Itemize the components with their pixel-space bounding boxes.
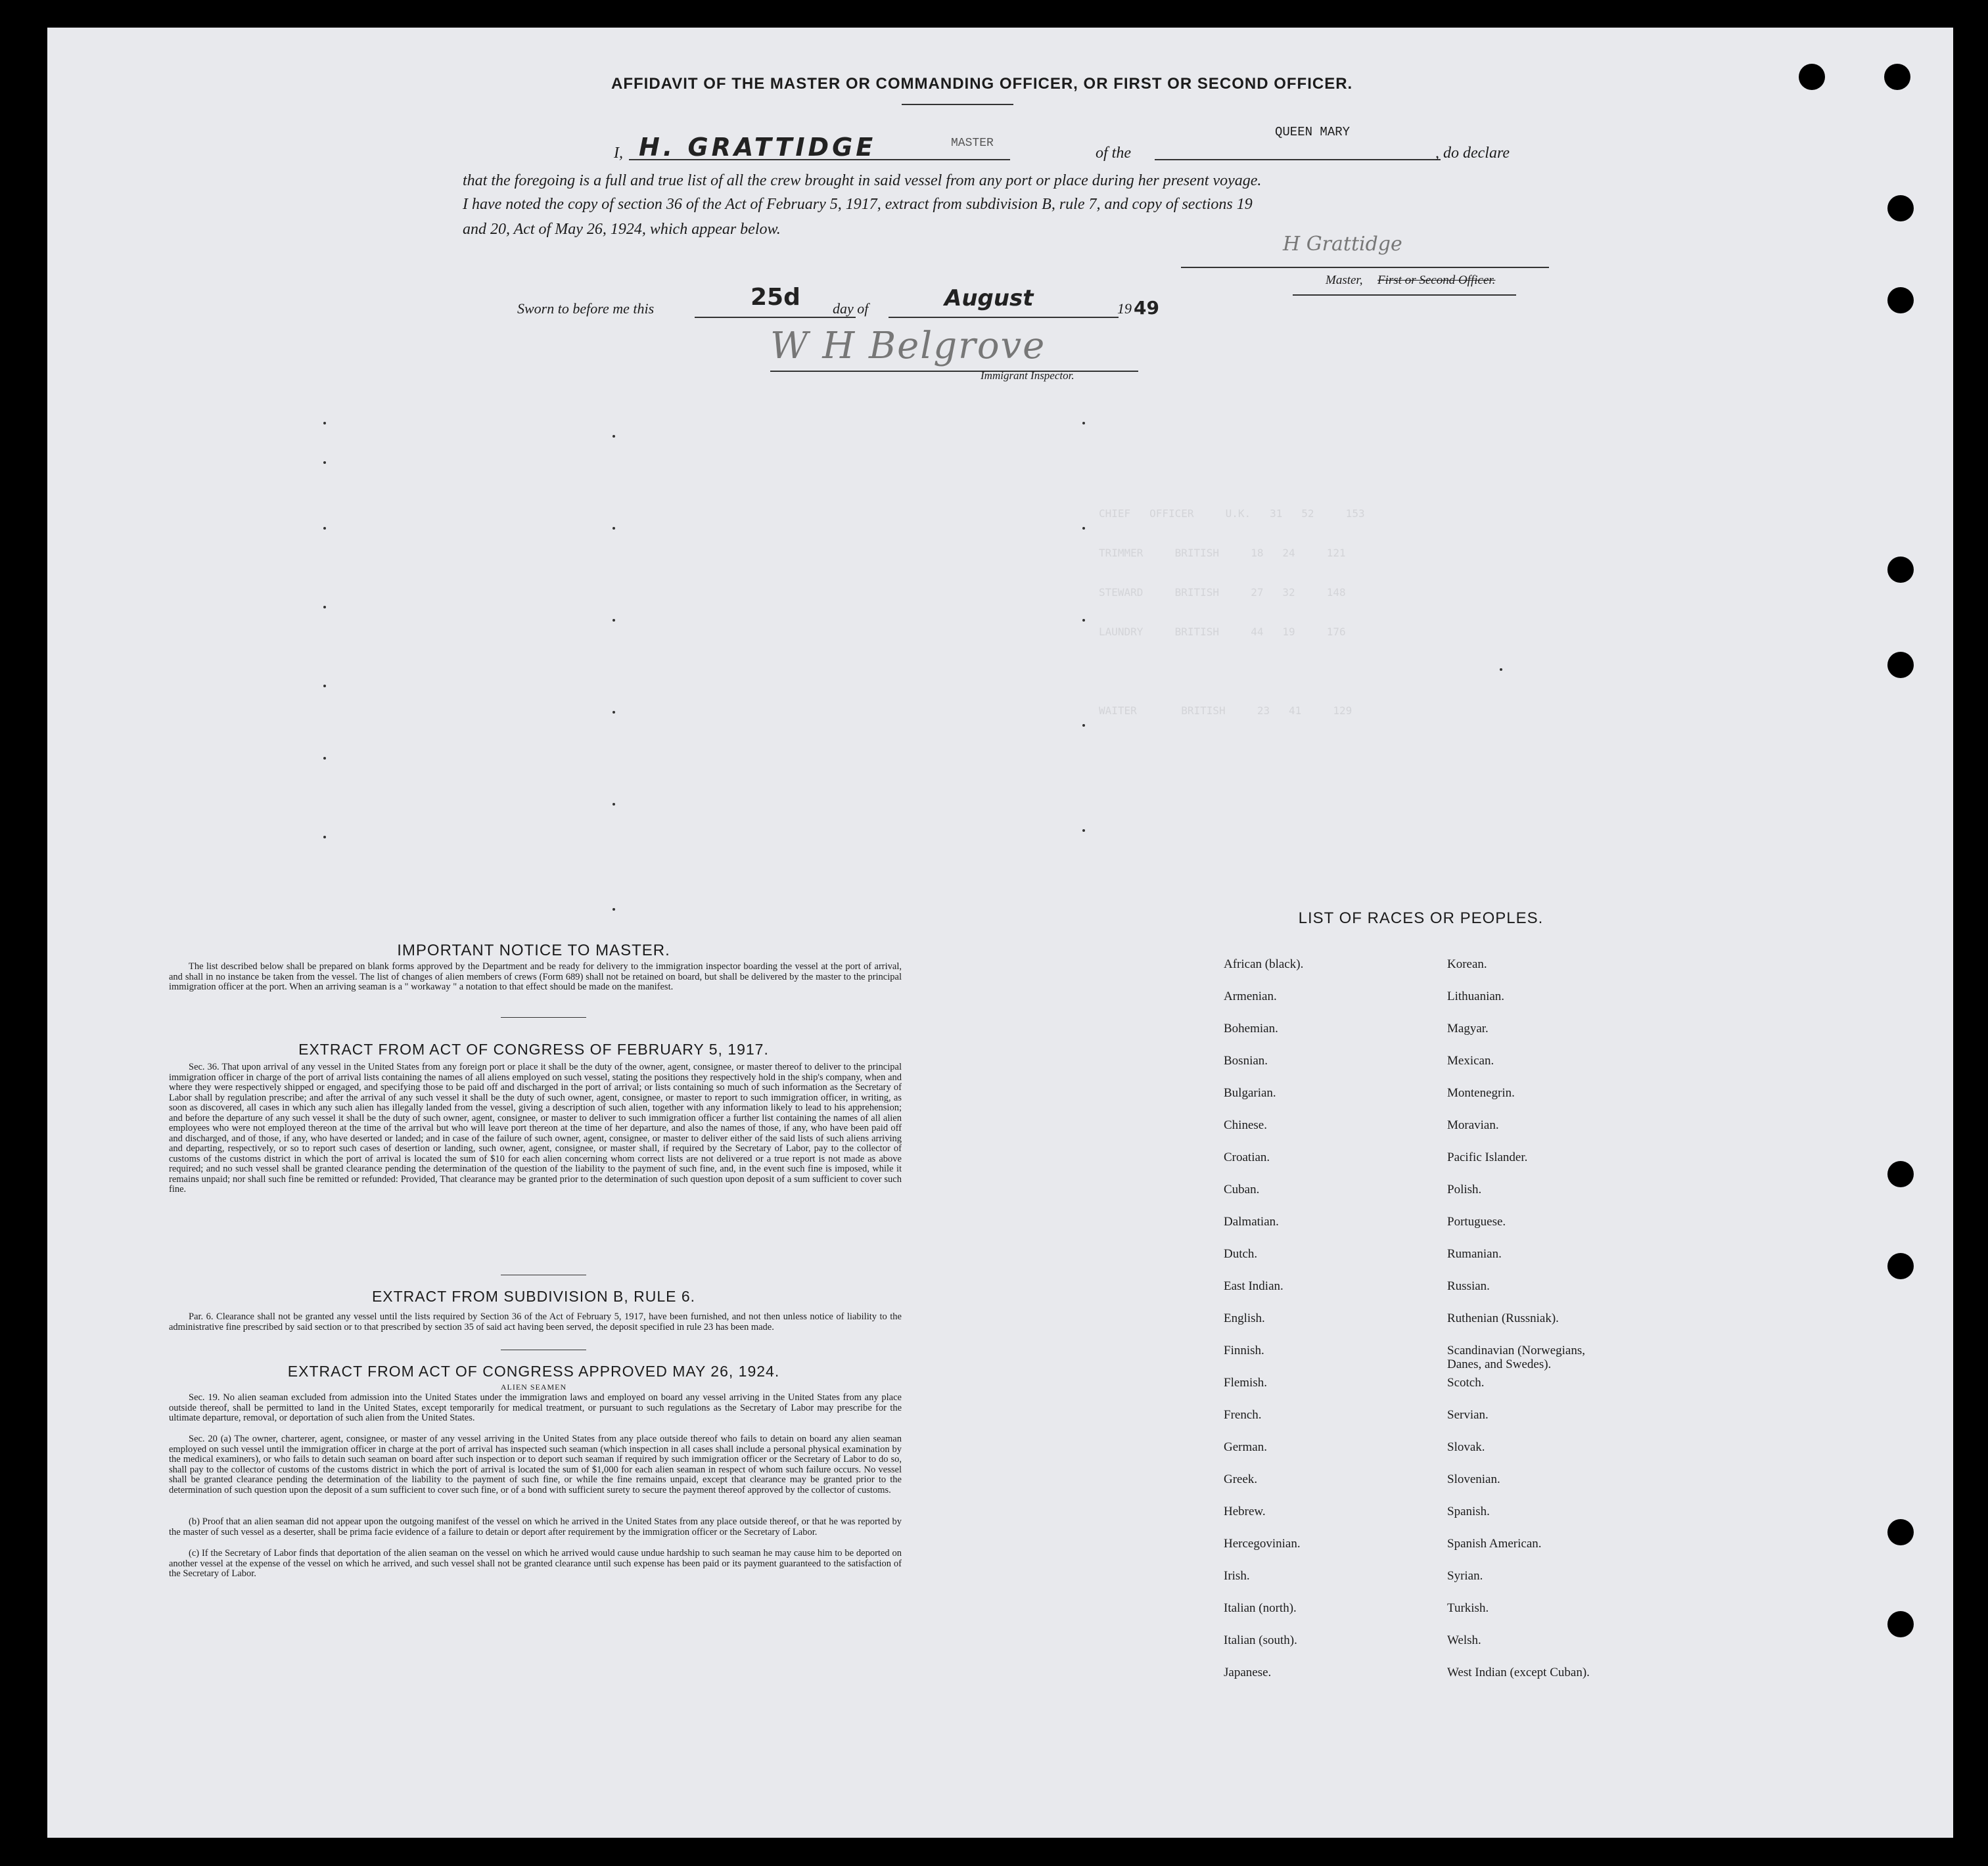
- bleed-through-1: CHIEF OFFICER U.K. 31 52 153: [1099, 507, 1365, 520]
- punch-hole: [1887, 1611, 1914, 1637]
- extract-1917-title: EXTRACT FROM ACT OF CONGRESS OF FEBRUARY 5, 1917.: [298, 1041, 769, 1058]
- race-item: Italian (south).: [1224, 1633, 1297, 1647]
- race-item: East Indian.: [1224, 1279, 1283, 1293]
- do-declare: , do declare: [1435, 145, 1510, 162]
- name-line: [629, 159, 1010, 160]
- race-item: Slovenian.: [1447, 1472, 1500, 1486]
- race-item: Moravian.: [1447, 1118, 1499, 1132]
- race-item: Irish.: [1224, 1569, 1250, 1583]
- month-line: [889, 317, 1119, 318]
- inspector-label: Immigrant Inspector.: [981, 369, 1075, 382]
- punch-hole: [1799, 64, 1825, 90]
- punch-hole: [1887, 652, 1914, 678]
- mark-dot: [1082, 724, 1085, 727]
- master-name: H. GRATTIDGE: [639, 133, 877, 162]
- bleed-through-5: WAITER BRITISH 23 41 129: [1099, 704, 1352, 717]
- divider-1: [501, 1017, 586, 1018]
- race-item: Armenian.: [1224, 990, 1277, 1003]
- race-item: Scotch.: [1447, 1376, 1485, 1390]
- race-item: Japanese.: [1224, 1666, 1272, 1679]
- notice-body: The list described below shall be prepared on blank forms approved by the Department and be ready for delivery to the immigration inspector boarding the vessel at the port of arrival, and shall in no instance be taken from the vessel. The list of changes of alien members of crews (Form 689) shall not be retained on board, but shall be delivered by the master to the principal immigration officer at the port. When an arriving seaman is a " workaway " a notation to that effect should be made on the manifest.: [169, 961, 902, 992]
- mark-dot: [1082, 829, 1085, 832]
- race-item: Dalmatian.: [1224, 1215, 1279, 1229]
- race-item: Croatian.: [1224, 1150, 1270, 1164]
- of-the-label: of the: [1096, 145, 1131, 162]
- race-item: Montenegrin.: [1447, 1086, 1515, 1100]
- races-title: LIST OF RACES OR PEOPLES.: [1298, 909, 1544, 927]
- affidavit-line4: and 20, Act of May 26, 1924, which appear below.: [463, 221, 781, 238]
- punch-hole: [1887, 557, 1914, 583]
- race-item: Mexican.: [1447, 1054, 1494, 1068]
- race-item: English.: [1224, 1311, 1265, 1325]
- alien-seamen-subtitle: ALIEN SEAMEN: [500, 1382, 567, 1392]
- master-signature: H Grattidge: [1283, 233, 1402, 256]
- master-rank: MASTER: [951, 137, 994, 150]
- mark-dot: [1082, 619, 1085, 622]
- race-item: Pacific Islander.: [1447, 1150, 1528, 1164]
- mark-dot: [613, 908, 615, 911]
- race-item: Chinese.: [1224, 1118, 1267, 1132]
- extract-1924-title: EXTRACT FROM ACT OF CONGRESS APPROVED MAY 26, 1924.: [287, 1363, 780, 1380]
- line1-prefix: I,: [614, 145, 623, 162]
- sworn-day: 25d: [751, 284, 800, 311]
- punch-hole: [1887, 1519, 1914, 1545]
- mark-dot: [613, 619, 615, 622]
- affidavit-line3: I have noted the copy of section 36 of the Act of February 5, 1917, extract from subdivision B, rule 7, and copy of sections 19: [463, 196, 1253, 213]
- vessel-name: QUEEN MARY: [1275, 125, 1351, 139]
- punch-hole: [1887, 1253, 1914, 1279]
- race-item: French.: [1224, 1408, 1262, 1422]
- race-item: Spanish American.: [1447, 1537, 1542, 1551]
- bleed-through-3: STEWARD BRITISH 27 32 148: [1099, 586, 1346, 599]
- mark-dot: [1082, 422, 1085, 424]
- extract-1917-body: Sec. 36. That upon arrival of any vessel in the United States from any foreign port or place it shall be the duty of the owner, agent, consignee, or master thereof to deliver to the principal immigration officer in charge of the port of arrival lists containing the names of all aliens employed on such vessel, stating the positions they respectively hold in the ship's company, when and where they were respectively shipped or engaged, and specifying those to be paid off and discharged in the port of arrival; or lists containing so much of such information as the Secretary of Labor shall by regulation prescribe; and after the arrival of any such vessel it shall be the duty of such owner, agent, consignee, or master to report to such immigration officer, in writing, as soon as discovered, all cases in which any such alien has illegally landed from the vessel, giving a description of such alien, together with any information likely to lead to his apprehension; and before the departure of any such vessel it shall be the duty of such owner, agent, consignee, or master to deliver to such immigration officer a further list containing the names of all alien employees who were not employed thereon at the time of the arrival but who will leave port thereon at the time of her departure, and also the names of those, if any, who have been paid off and discharged, and of those, if any, who have deserted or landed; and in case of the failure of such owner, agent, consignee, or master to deliver either of the said lists of such aliens arriving and departing, respectively, or so to report such cases of desertion or landing, such owner, agent, consignee, or master shall, if required by the Secretary of Labor, pay to the collector of customs of the customs district in which the port of arrival is located the sum of $10 for each alien concerning whom correct lists are not delivered or a true report is not made as above required; and no such vessel shall be granted clearance pending the determination of the question of the liability to the payment of such fine, and, in the event such fine is imposed, while it remains unpaid; nor shall such fine be remitted or refunded: Provided, That clearance may be granted prior to the determination of such question upon deposit of a sum sufficient to cover such fine.: [169, 1062, 902, 1195]
- race-item: Flemish.: [1224, 1376, 1267, 1390]
- race-item: Korean.: [1447, 957, 1487, 971]
- inspector-signature: W H Belgrove: [770, 325, 1046, 367]
- mark-dot: [613, 711, 615, 714]
- bleed-through-2: TRIMMER BRITISH 18 24 121: [1099, 547, 1346, 559]
- race-item: Dutch.: [1224, 1247, 1258, 1261]
- race-item: Italian (north).: [1224, 1601, 1297, 1615]
- mark-dot: [323, 461, 326, 464]
- title-underline: [902, 104, 1013, 105]
- race-item: African (black).: [1224, 957, 1304, 971]
- race-item: German.: [1224, 1440, 1267, 1454]
- sec20a-body: Sec. 20 (a) The owner, charterer, agent, consignee, or master of any vessel arriving in the United States from any place outside thereof who fails to detain on board any alien seaman employed on such vessel until the immigration officer in charge at the port of arrival has inspected such seaman (which inspection in all cases shall include a personal physical examination by the medical examiners), or who fails to detain such seaman on board after such inspection or to deport such seaman if required by such immigration officer or the Secretary of Labor to do so, shall pay to the collector of customs of the customs district in which the port of arrival is located the sum of $1,000 for each alien seaman in respect of whom such failure occurs. No vessel shall be granted clearance pending the determination of the liability to the payment of such fine, or while the fine remains unpaid, except that clearance may be granted prior to the determination of such question upon the deposit of a sum sufficient to cover such fine, or of a bond with sufficient surety to secure the payment thereof approved by the collector of customs.: [169, 1434, 902, 1495]
- race-item: Cuban.: [1224, 1183, 1260, 1196]
- sworn-prefix: Sworn to before me this: [517, 300, 655, 317]
- sec20b-body: (b) Proof that an alien seaman did not appear upon the outgoing manifest of the vessel on which he arrived in the United States from any place outside thereof, or that he was reported by the master of such vessel as a deserter, shall be prima facie evidence of a failure to detain or deport after requirement by the immigration officer or the Secretary of Labor.: [169, 1516, 902, 1537]
- mark-dot: [323, 606, 326, 608]
- race-item: Servian.: [1447, 1408, 1489, 1422]
- race-item: Russian.: [1447, 1279, 1490, 1293]
- master-label: Master,: [1326, 273, 1363, 287]
- sworn-month: August: [944, 285, 1034, 311]
- race-item: Hercegovinian.: [1224, 1537, 1301, 1551]
- sec20c-body: (c) If the Secretary of Labor finds that deportation of the alien seaman on the vessel on which he arrived would cause undue hardship to such seaman he may cause him to be deported on another vessel at the expense of the vessel on which he arrived, and such vessel shall not be granted clearance until such expense has been paid or its payment guaranteed to the satisfaction of the Secretary of Labor.: [169, 1548, 902, 1579]
- mark-dot: [323, 836, 326, 838]
- affidavit-line2: that the foregoing is a full and true list of all the crew brought in said vessel from any port or place during her present voyage.: [463, 172, 1262, 189]
- mark-dot: [1082, 527, 1085, 530]
- punch-hole: [1887, 287, 1914, 313]
- mark-dot: [613, 435, 615, 438]
- race-item: Portuguese.: [1447, 1215, 1506, 1229]
- race-item: Magyar.: [1447, 1022, 1489, 1035]
- race-item: Slovak.: [1447, 1440, 1485, 1454]
- officer-underline: [1293, 294, 1516, 296]
- punch-hole: [1887, 1161, 1914, 1187]
- inspector-line: [770, 371, 1138, 372]
- race-item: Spanish.: [1447, 1505, 1490, 1518]
- year-hand: 49: [1134, 297, 1159, 319]
- mark-dot: [323, 422, 326, 424]
- vessel-line: [1155, 159, 1441, 160]
- race-item: Polish.: [1447, 1183, 1482, 1196]
- bleed-through-4: LAUNDRY BRITISH 44 19 176: [1099, 626, 1346, 638]
- year-printed: 19: [1117, 300, 1132, 317]
- race-item: Rumanian.: [1447, 1247, 1502, 1261]
- sec19-body: Sec. 19. No alien seaman excluded from admission into the United States under the immigration laws and employed on board any vessel arriving in the United States from any place outside thereof, shall be permitted to land in the United States, except temporarily for medical treatment, or pursuant to such regulations as the Secretary of Labor may prescribe for the ultimate departure, removal, or deportation of such alien from the United States.: [169, 1392, 902, 1423]
- subdivision-title: EXTRACT FROM SUBDIVISION B, RULE 6.: [371, 1288, 696, 1305]
- struck-officer-label: First or Second Officer.: [1377, 273, 1496, 287]
- mark-dot: [323, 685, 326, 687]
- race-item: Hebrew.: [1224, 1505, 1266, 1518]
- signature-line: [1181, 267, 1549, 268]
- punch-hole: [1887, 195, 1914, 221]
- punch-hole: [1884, 64, 1910, 90]
- race-item: Greek.: [1224, 1472, 1258, 1486]
- notice-title: IMPORTANT NOTICE TO MASTER.: [397, 942, 670, 959]
- race-item: Scandinavian (Norwegians, Danes, and Swedes).: [1447, 1344, 1585, 1371]
- document-page: [47, 28, 1953, 1838]
- race-item: Bulgarian.: [1224, 1086, 1276, 1100]
- mark-dot: [323, 527, 326, 530]
- race-item: West Indian (except Cuban).: [1447, 1666, 1590, 1679]
- day-of-label: day of: [833, 300, 869, 317]
- race-item: Welsh.: [1447, 1633, 1481, 1647]
- race-item: Ruthenian (Russniak).: [1447, 1311, 1559, 1325]
- subdivision-body: Par. 6. Clearance shall not be granted any vessel until the lists required by Section 36 of the Act of February 5, 1917, have been furnished, and not then unless notice of liability to the administrative fine prescribed by said section or to that prescribed by section 35 of said act having been served, the deposit specified in rule 23 has been made.: [169, 1311, 902, 1332]
- day-line: [695, 317, 856, 318]
- race-item: Lithuanian.: [1447, 990, 1505, 1003]
- race-item: Bosnian.: [1224, 1054, 1268, 1068]
- race-item: Finnish.: [1224, 1344, 1264, 1357]
- affidavit-title: AFFIDAVIT OF THE MASTER OR COMMANDING OFFICER, OR FIRST OR SECOND OFFICER.: [611, 75, 1353, 93]
- mark-dot: [1500, 668, 1502, 671]
- race-item: Syrian.: [1447, 1569, 1483, 1583]
- race-item: Turkish.: [1447, 1601, 1489, 1615]
- race-item: Bohemian.: [1224, 1022, 1278, 1035]
- mark-dot: [613, 527, 615, 530]
- mark-dot: [323, 757, 326, 760]
- mark-dot: [613, 803, 615, 806]
